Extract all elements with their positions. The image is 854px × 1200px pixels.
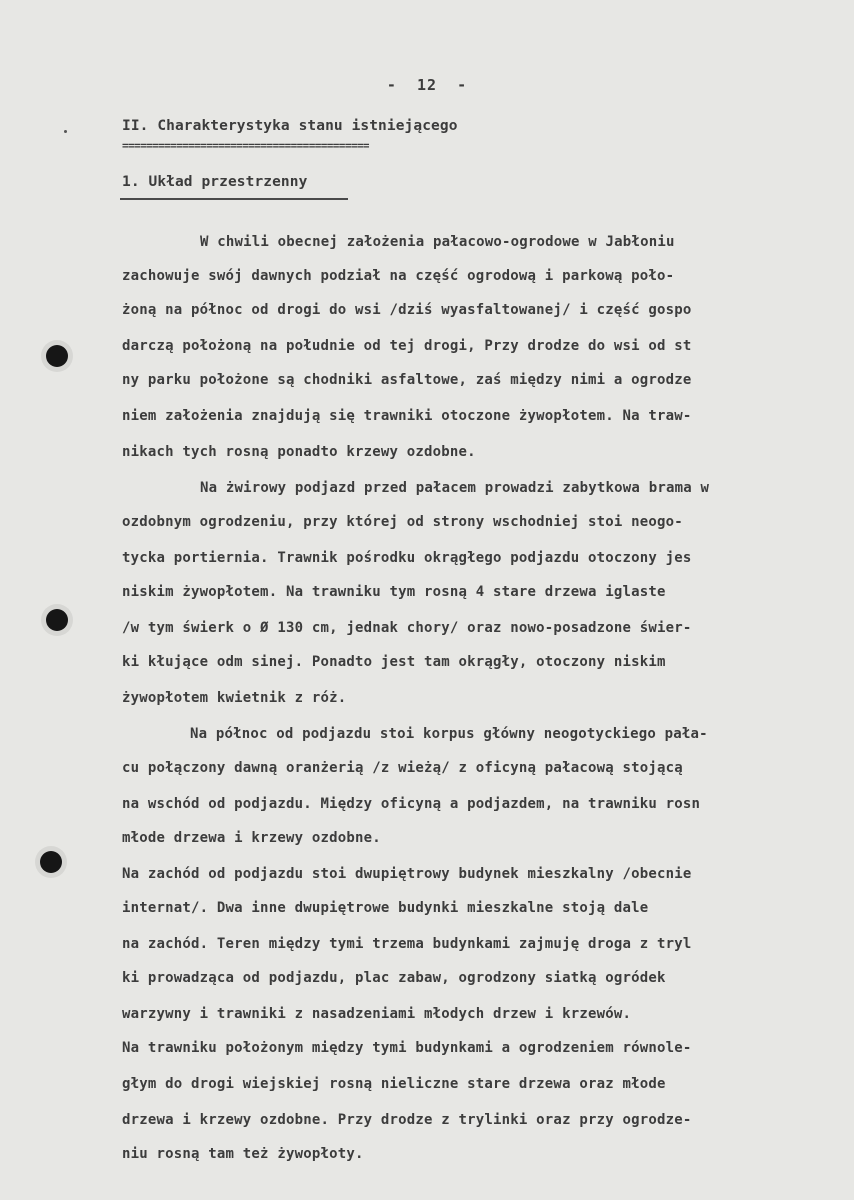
text-line: Na trawniku położonym między tymi budynkami a ogrodzeniem równole-: [122, 1040, 692, 1056]
text-line: W chwili obecnej założenia pałacowo-ogrodowe w Jabłoniu: [200, 234, 675, 250]
text-line: /w tym świerk o Ø 130 cm, jednak chory/ oraz nowo-posadzone świer-: [122, 620, 692, 636]
text-line: na wschód od podjazdu. Między oficyną a podjazdem, na trawniku rosn: [122, 796, 701, 812]
text-line: tycka portiernia. Trawnik pośrodku okrągłego podjazdu otoczony jes: [122, 550, 692, 566]
text-line: warzywny i trawniki z nasadzeniami młodych drzew i krzewów.: [122, 1006, 632, 1022]
text-line: zachowuje swój dawnych podział na część ogrodową i parkową poło-: [122, 268, 675, 284]
text-line: nikach tych rosną ponadto krzewy ozdobne.: [122, 444, 476, 460]
page-number: - 12 -: [386, 76, 468, 94]
punch-hole: [40, 851, 62, 873]
text-line: głym do drogi wiejskiej rosną nieliczne stare drzewa oraz młode: [122, 1076, 666, 1092]
text-line: młode drzewa i krzewy ozdobne.: [122, 830, 381, 846]
punch-hole: [46, 345, 68, 367]
text-line: Na zachód od podjazdu stoi dwupiętrowy budynek mieszkalny /obecnie: [122, 866, 692, 882]
text-line: żoną na północ od drogi do wsi /dziś wyasfaltowanej/ i część gospo: [122, 302, 692, 318]
text-line: drzewa i krzewy ozdobne. Przy drodze z trylinki oraz przy ogrodze-: [122, 1112, 692, 1128]
text-line: cu połączony dawną oranżerią /z wieżą/ z oficyną pałacową stojącą: [122, 760, 683, 776]
text-line: niem założenia znajdują się trawniki otoczone żywopłotem. Na traw-: [122, 408, 692, 424]
text-line: na zachód. Teren między tymi trzema budynkami zajmuję droga z tryl: [122, 936, 692, 952]
text-line: niu rosną tam też żywopłoty.: [122, 1146, 364, 1162]
text-line: ozdobnym ogrodzeniu, przy której od strony wschodniej stoi neogo-: [122, 514, 683, 530]
text-line: darczą położoną na południe od tej drogi, Przy drodze do wsi od st: [122, 338, 692, 354]
subsection-underline: [120, 198, 348, 200]
text-line: żywopłotem kwietnik z róż.: [122, 690, 347, 706]
text-line: ki prowadząca od podjazdu, plac zabaw, ogrodzony siatką ogródek: [122, 970, 666, 986]
subsection-title: 1. Układ przestrzenny: [122, 174, 308, 190]
text-line: ny parku położone są chodniki asfaltowe, zaś między nimi a ogrodze: [122, 372, 692, 388]
text-line: Na żwirowy podjazd przed pałacem prowadzi zabytkowa brama w: [200, 480, 710, 496]
paper-speck: [64, 130, 67, 133]
text-line: Na północ od podjazdu stoi korpus główny neogotyckiego pała-: [190, 726, 708, 742]
section-title: II. Charakterystyka stanu istniejącego: [122, 118, 458, 134]
text-line: ki kłujące odm sinej. Ponadto jest tam okrągły, otoczony niskim: [122, 654, 666, 670]
punch-hole: [46, 609, 68, 631]
text-line: internat/. Dwa inne dwupiętrowe budynki mieszkalne stoją dale: [122, 900, 649, 916]
section-double-rule: =========================================: [122, 139, 369, 152]
text-line: niskim żywopłotem. Na trawniku tym rosną 4 stare drzewa iglaste: [122, 584, 666, 600]
